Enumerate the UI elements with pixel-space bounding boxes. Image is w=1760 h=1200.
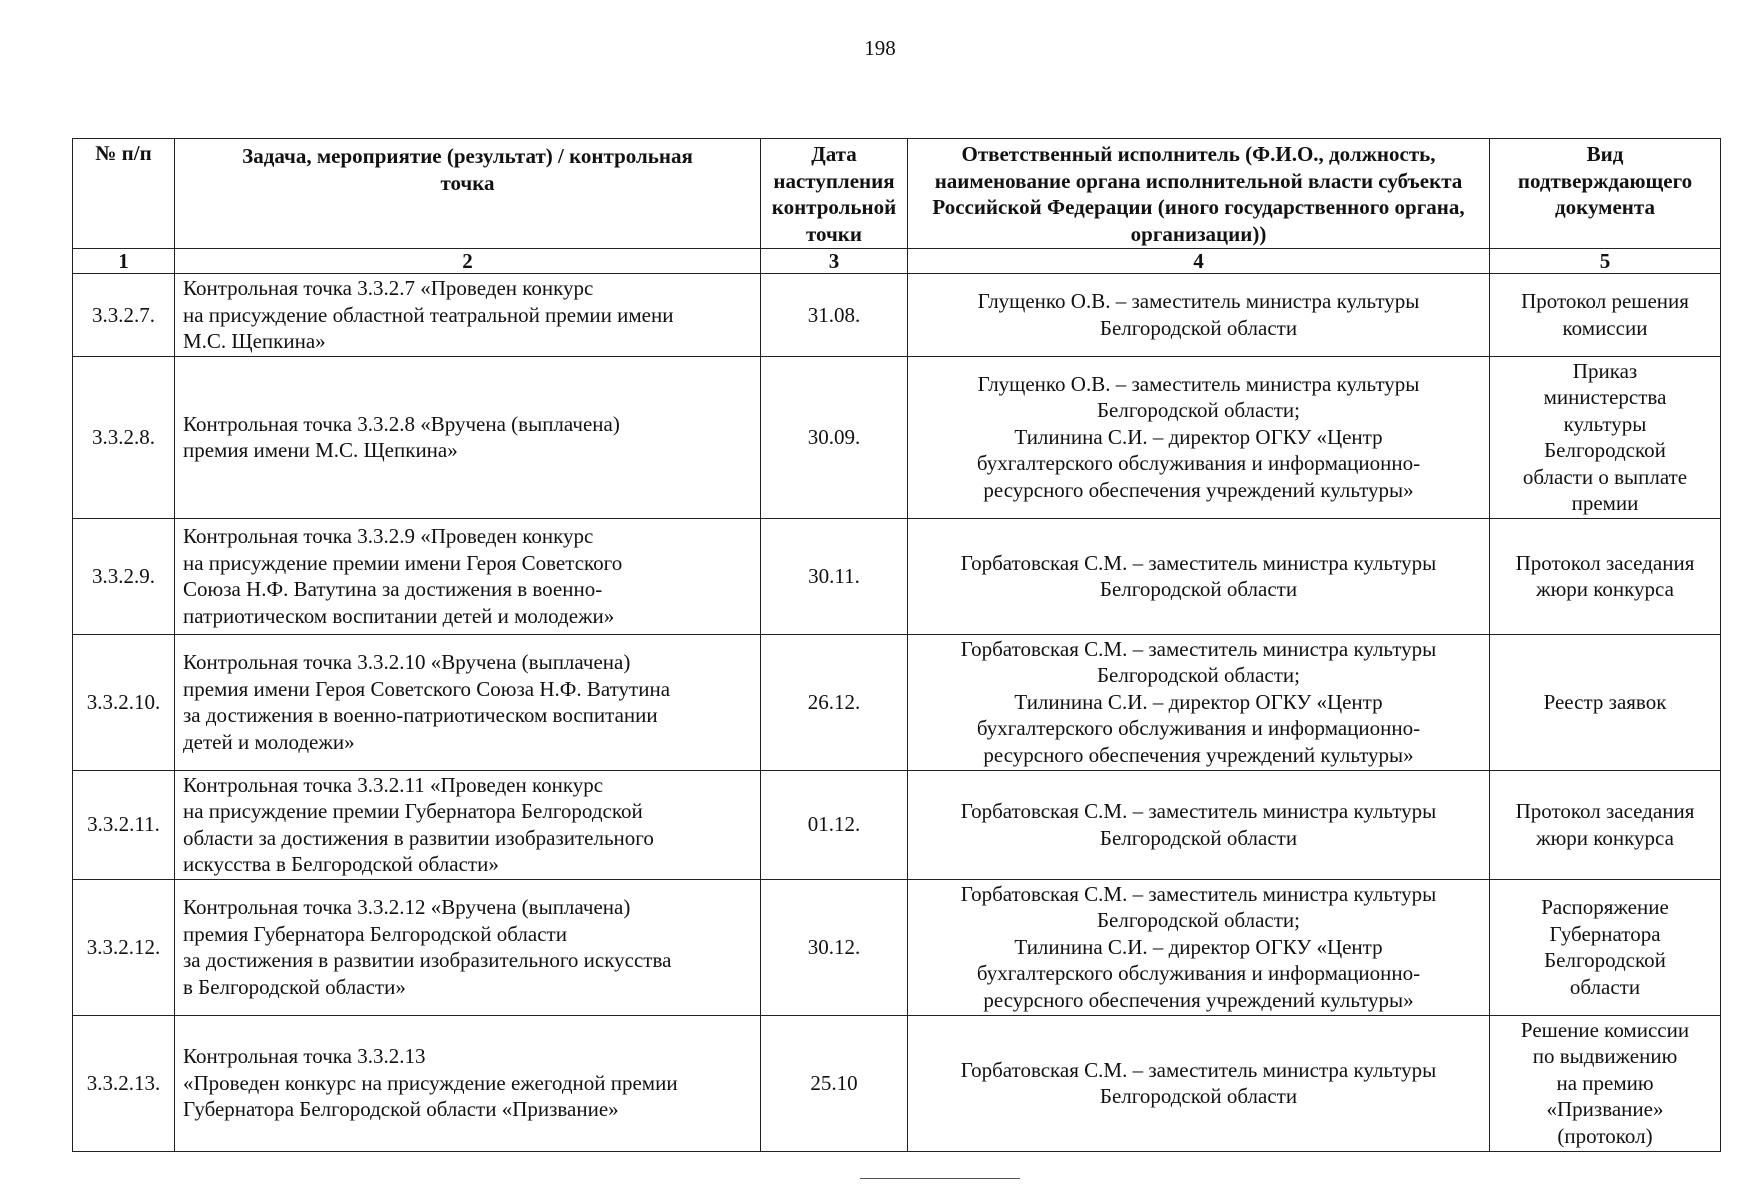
column-number: 3 bbox=[761, 249, 908, 274]
header-task: Задача, мероприятие (результат) / контрольная точка bbox=[175, 139, 761, 249]
responsible-cell: Горбатовская С.М. – заместитель министра культуры Белгородской области bbox=[908, 518, 1490, 634]
column-numbers-row bbox=[73, 249, 1721, 274]
document-cell: Распоряжение Губернатора Белгородской области bbox=[1490, 879, 1721, 1015]
header-num: № п/п bbox=[73, 139, 175, 249]
responsible-cell: Глущенко О.В. – заместитель министра культуры Белгородской области; Тилинина С.И. – директор ОГКУ «Центр бухгалтерского обслуживания и информационно- ресурсного обеспечения учреждений культуры» bbox=[908, 356, 1490, 518]
footer-divider bbox=[860, 1178, 1020, 1179]
task-cell: Контрольная точка 3.3.2.13 «Проведен конкурс на присуждение ежегодной премии Губернатора Белгородской области «Призвание» bbox=[175, 1015, 761, 1151]
date-cell: 30.09. bbox=[761, 356, 908, 518]
document-cell: Протокол заседания жюри конкурса bbox=[1490, 518, 1721, 634]
task-cell: Контрольная точка 3.3.2.9 «Проведен конкурс на присуждение премии имени Героя Советского Союза Н.Ф. Ватутина за достижения в военно- патриотическом воспитании детей и молодежи» bbox=[175, 518, 761, 634]
responsible-cell: Горбатовская С.М. – заместитель министра культуры Белгородской области bbox=[908, 770, 1490, 879]
row-number: 3.3.2.10. bbox=[73, 634, 175, 770]
row-number: 3.3.2.8. bbox=[73, 356, 175, 518]
column-number: 4 bbox=[908, 249, 1490, 274]
document-cell: Решение комиссии по выдвижению на премию «Призвание» (протокол) bbox=[1490, 1015, 1721, 1151]
header-date: Дата наступления контрольной точки bbox=[761, 139, 908, 249]
date-cell: 31.08. bbox=[761, 274, 908, 357]
column-number: 1 bbox=[73, 249, 175, 274]
date-cell: 26.12. bbox=[761, 634, 908, 770]
page-number: 198 bbox=[864, 36, 896, 60]
task-cell: Контрольная точка 3.3.2.8 «Вручена (выплачена) премия имени М.С. Щепкина» bbox=[175, 356, 761, 518]
document-cell: Реестр заявок bbox=[1490, 634, 1721, 770]
table-row bbox=[73, 274, 1721, 357]
responsible-cell: Горбатовская С.М. – заместитель министра культуры Белгородской области bbox=[908, 1015, 1490, 1151]
date-cell: 30.12. bbox=[761, 879, 908, 1015]
column-number: 2 bbox=[175, 249, 761, 274]
table-header-row bbox=[73, 139, 1721, 249]
task-cell: Контрольная точка 3.3.2.7 «Проведен конкурс на присуждение областной театральной премии имени М.С. Щепкина» bbox=[175, 274, 761, 357]
row-number: 3.3.2.13. bbox=[73, 1015, 175, 1151]
table-row bbox=[73, 518, 1721, 634]
responsible-cell: Горбатовская С.М. – заместитель министра культуры Белгородской области; Тилинина С.И. – директор ОГКУ «Центр бухгалтерского обслуживания и информационно- ресурсного обеспечения учреждений культуры» bbox=[908, 879, 1490, 1015]
task-cell: Контрольная точка 3.3.2.12 «Вручена (выплачена) премия Губернатора Белгородской области за достижения в развитии изобразительного искусства в Белгородской области» bbox=[175, 879, 761, 1015]
table-row bbox=[73, 634, 1721, 770]
document-cell: Приказ министерства культуры Белгородской области о выплате премии bbox=[1490, 356, 1721, 518]
document-cell: Протокол решения комиссии bbox=[1490, 274, 1721, 357]
table-row bbox=[73, 1015, 1721, 1151]
row-number: 3.3.2.7. bbox=[73, 274, 175, 357]
table-row bbox=[73, 356, 1721, 518]
date-cell: 25.10 bbox=[761, 1015, 908, 1151]
table-row bbox=[73, 879, 1721, 1015]
task-cell: Контрольная точка 3.3.2.11 «Проведен конкурс на присуждение премии Губернатора Белгородской области за достижения в развитии изобразительного искусства в Белгородской области» bbox=[175, 770, 761, 879]
row-number: 3.3.2.9. bbox=[73, 518, 175, 634]
column-number: 5 bbox=[1490, 249, 1721, 274]
table-row bbox=[73, 770, 1721, 879]
control-points-table bbox=[72, 138, 1721, 1152]
responsible-cell: Горбатовская С.М. – заместитель министра культуры Белгородской области; Тилинина С.И. – директор ОГКУ «Центр бухгалтерского обслуживания и информационно- ресурсного обеспечения учреждений культуры» bbox=[908, 634, 1490, 770]
document-cell: Протокол заседания жюри конкурса bbox=[1490, 770, 1721, 879]
header-responsible: Ответственный исполнитель (Ф.И.О., должность, наименование органа исполнительной власти субъекта Российской Федерации (иного государственного органа, организации)) bbox=[908, 139, 1490, 249]
task-cell: Контрольная точка 3.3.2.10 «Вручена (выплачена) премия имени Героя Советского Союза Н.Ф. Ватутина за достижения в военно-патриотическом воспитании детей и молодежи» bbox=[175, 634, 761, 770]
date-cell: 01.12. bbox=[761, 770, 908, 879]
row-number: 3.3.2.12. bbox=[73, 879, 175, 1015]
header-document: Вид подтверждающего документа bbox=[1490, 139, 1721, 249]
date-cell: 30.11. bbox=[761, 518, 908, 634]
row-number: 3.3.2.11. bbox=[73, 770, 175, 879]
responsible-cell: Глущенко О.В. – заместитель министра культуры Белгородской области bbox=[908, 274, 1490, 357]
